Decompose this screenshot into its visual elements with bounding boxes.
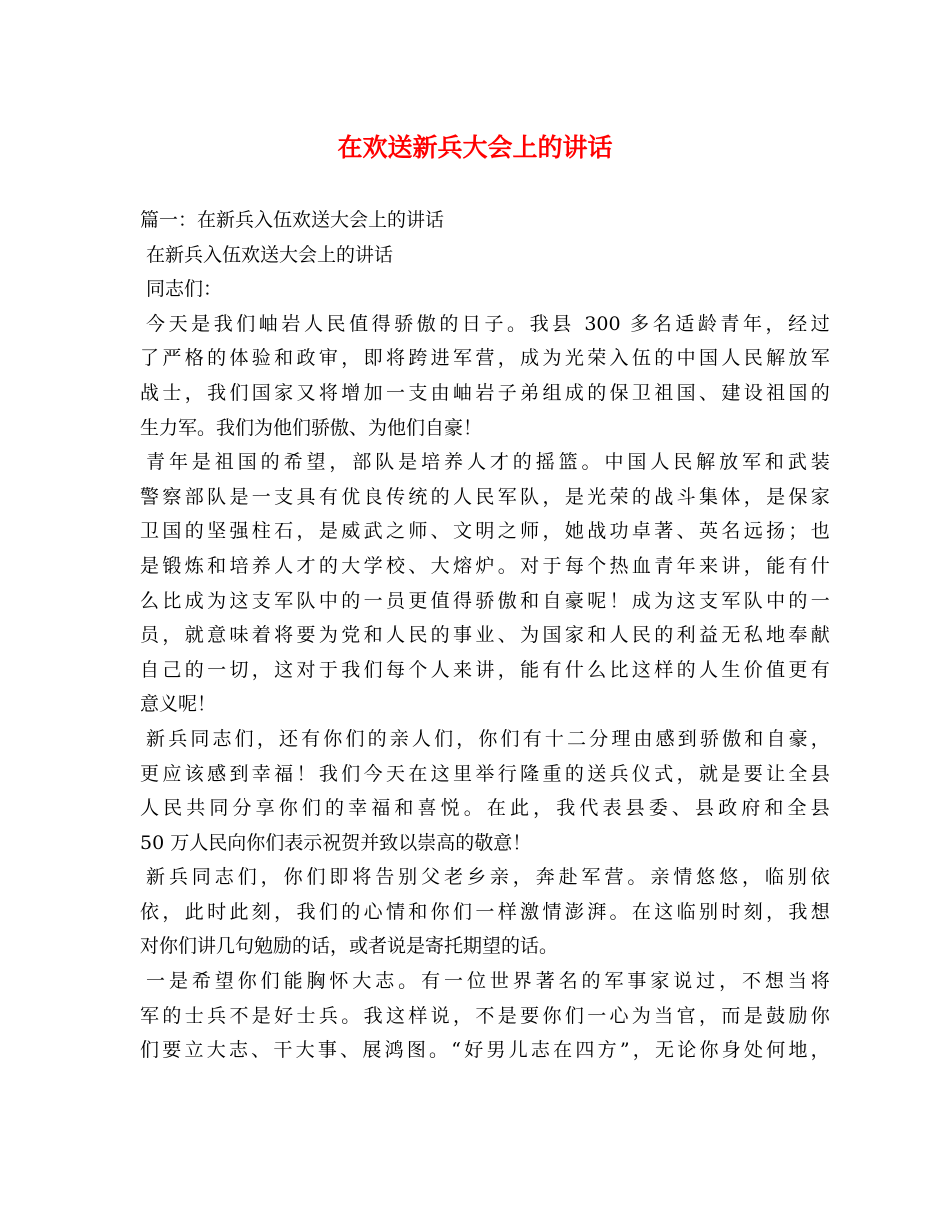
text-line: 们 要 立 大 志 、 干 大 事 、 展 鸿 图 。 “ 好 男 儿 志 在 四 方 ” ， 无 论 你 身 处 何 地 ， [140, 1039, 830, 1062]
text-line: 警 察 部 队 是 一 支 具 有 优 良 传 统 的 人 民 军 队 ， 是 光 荣 的 战 斗 集 体 ， 是 保 家 [140, 485, 830, 508]
document-title: 在欢送新兵大会上的讲话 [337, 133, 613, 162]
text-line: 更 应 该 感 到 幸 福 ！ 我 们 今 天 在 这 里 举 行 隆 重 的 送 兵 仪 式 ， 就 是 要 让 全 县 [140, 762, 830, 785]
document-body [140, 203, 830, 1068]
text-line: 军 的 士 兵 不 是 好 士 兵 。 我 这 样 说 ， 不 是 要 你 们 一 心 为 当 官 ， 而 是 鼓 励 你 [140, 1004, 830, 1027]
text-line: 篇一：在新兵入伍欢送大会上的讲话 [140, 209, 445, 231]
text-line: 50 万人民向你们表示祝贺并致以崇高的敬意！ [140, 831, 532, 854]
text-line: 对你们讲几句勉励的话，或者说是寄托期望的话。 [140, 935, 559, 958]
text-line: 员 ， 就 意 味 着 将 要 为 党 和 人 民 的 事 业 、 为 国 家 和 人 民 的 利 益 无 私 地 奉 献 [140, 624, 830, 647]
text-line: 么 比 成 为 这 支 军 队 中 的 一 员 更 值 得 骄 傲 和 自 豪 呢 ！ 成 为 这 支 军 队 中 的 一 [140, 589, 830, 612]
text-line: 卫 国 的 坚 强 柱 石 ， 是 威 武 之 师 、 文 明 之 师 ， 她 战 功 卓 著 、 英 名 远 扬 ； 也 [140, 520, 830, 543]
text-line: 新 兵 同 志 们 ， 你 们 即 将 告 别 父 老 乡 亲 ， 奔 赴 军 营 。 亲 情 悠 悠 ， 临 别 依 [140, 866, 830, 889]
text-line: 自 己 的 一 切 ， 这 对 于 我 们 每 个 人 来 讲 ， 能 有 什 么 比 这 样 的 人 生 价 值 更 有 [140, 658, 830, 681]
text-line: 一 是 希 望 你 们 能 胸 怀 大 志 。 有 一 位 世 界 著 名 的 军 事 家 说 过 ， 不 想 当 将 [140, 970, 830, 993]
text-line: 新 兵 同 志 们 ， 还 有 你 们 的 亲 人 们 ， 你 们 有 十 二 分 理 由 感 到 骄 傲 和 自 豪 ， [140, 727, 830, 750]
text-line: 青 年 是 祖 国 的 希 望 ， 部 队 是 培 养 人 才 的 摇 篮 。 中 国 人 民 解 放 军 和 武 装 [140, 451, 830, 474]
text-line: 战 士 ， 我 们 国 家 又 将 增 加 一 支 由 岫 岩 子 弟 组 成 的 保 卫 祖 国 、 建 设 祖 国 的 [140, 381, 830, 404]
text-line: 同志们： [140, 278, 223, 301]
text-line: 依 ， 此 时 此 刻 ， 我 们 的 心 情 和 你 们 一 样 激 情 澎 湃 。 在 这 临 别 时 刻 ， 我 想 [140, 900, 830, 923]
text-line: 人 民 共 同 分 享 你 们 的 幸 福 和 喜 悦 。 在 此 ， 我 代 表 县 委 、 县 政 府 和 全 县 [140, 797, 830, 820]
text-line: 今 天 是 我 们 岫 岩 人 民 值 得 骄 傲 的 日 子 。 我 县 300 多 名 适 龄 青 年 ， 经 过 [140, 312, 830, 335]
text-line: 是 锻 炼 和 培 养 人 才 的 大 学 校 、 大 熔 炉 。 对 于 每 个 热 血 青 年 来 讲 ， 能 有 什 [140, 554, 830, 577]
text-line: 了 严 格 的 体 验 和 政 审 ， 即 将 跨 进 军 营 ， 成 为 光 荣 入 伍 的 中 国 人 民 解 放 军 [140, 347, 830, 370]
text-line: 在新兵入伍欢送大会上的讲话 [140, 243, 394, 266]
text-line: 意义呢！ [140, 693, 217, 716]
text-line: 生力军。我们为他们骄傲、为他们自豪！ [140, 416, 483, 439]
